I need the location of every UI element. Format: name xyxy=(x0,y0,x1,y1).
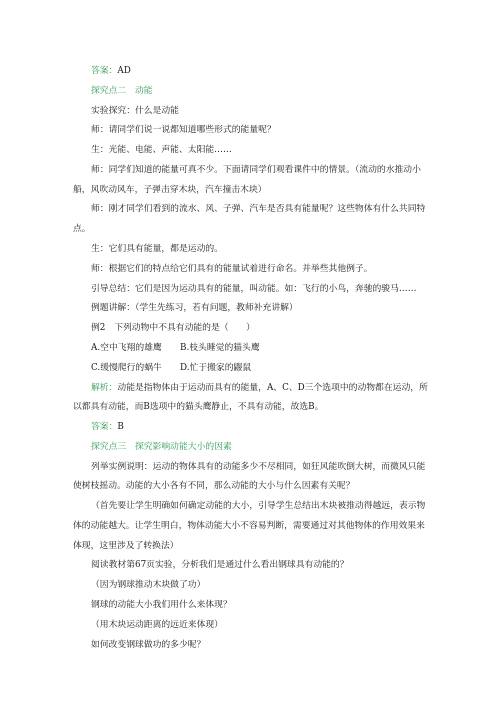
paragraph: 师：根据它们的特点给它们具有的能量试着进行命名。并举些其他例子。 xyxy=(91,264,373,274)
option-a: A.空中飞翔的雄鹰 xyxy=(91,343,162,353)
answer-label: 答案： xyxy=(91,66,118,76)
paragraph: 生：光能、电能、声能、太阳能…… xyxy=(91,145,232,155)
paragraph: （首先要让学生明确如何确定动能的大小，引导学生总结出木块被推动得越远，表示物 xyxy=(91,501,426,511)
paragraph: 师：同学们知道的能量可真不少。下面请同学们观看课件中的情景。（流动的水推动小 xyxy=(91,165,421,175)
paragraph: 引导总结：它们是因为运动具有的能量，叫动能。如：飞行的小鸟，奔驰的骏马…… xyxy=(91,284,417,294)
analysis-line xyxy=(91,383,428,394)
analysis-text-cont: 以都具有动能，而B选项中的猫头鹰静止，不具有动能，故选B。 xyxy=(73,402,324,412)
paragraph: 使树枝摇动。动能的大小各有不同，那么动能的大小与什么因素有关呢？ xyxy=(73,481,355,491)
paragraph: 例题讲解：（学生先练习，若有问题，教师补充讲解） xyxy=(91,303,298,313)
section-heading-3: 探究点三 探究影响动能大小的因素 xyxy=(91,442,232,452)
paragraph: （因为钢球推动木块做了功） xyxy=(91,580,206,590)
analysis-text: 动能是指物体由于运动而具有的能量，A、C、D三个选项中的动物都在运动，所 xyxy=(117,383,428,393)
analysis-label: 解析： xyxy=(91,383,118,393)
section-heading-2: 探究点二 动能 xyxy=(91,86,153,96)
paragraph: 列举实例说明：运动的物体具有的动能多少不尽相同，如狂风能吹倒大树，而微风只能 xyxy=(91,462,426,472)
answer-value: AD xyxy=(117,66,131,76)
paragraph: 师：请同学们说一说都知道哪些形式的能量呢？ xyxy=(91,125,276,135)
option-d: D.忙于搬家的鼹鼠 xyxy=(180,363,252,373)
paragraph: 实验探究：什么是动能 xyxy=(91,106,179,116)
answer-line xyxy=(91,66,131,77)
paragraph: （用木块运动距离的远近来体现） xyxy=(91,620,223,630)
paragraph: 钢球的动能大小我们用什么来体现？ xyxy=(91,600,232,610)
paragraph: 体的动能越大。让学生明白，物体动能大小不容易判断，需要通过对其他物体的作用效果来 xyxy=(73,521,425,531)
example-question: 例2 下列动物中不具有动能的是（ ） xyxy=(91,323,255,333)
paragraph: 生：它们具有能量，都是运动的。 xyxy=(91,244,223,254)
paragraph: 体现，这里涉及了转换法） xyxy=(73,541,179,551)
answer-line-2 xyxy=(91,422,124,433)
paragraph: 点。 xyxy=(73,224,91,234)
paragraph: 船，风吹动风车，子弹击穿木块，汽车撞击木块） xyxy=(73,185,267,195)
answer-value-2: B xyxy=(117,422,124,432)
answer-label-2: 答案： xyxy=(91,422,118,432)
option-c: C.缓慢爬行的蜗牛 xyxy=(91,363,162,373)
option-b: B.枝头睡觉的猫头鹰 xyxy=(180,343,260,353)
paragraph: 如何改变钢球做功的多少呢？ xyxy=(91,640,206,650)
paragraph: 阅读教材第67页实验，分析我们是通过什么看出钢球具有动能的？ xyxy=(91,560,349,570)
paragraph: 师：刚才同学们看到的流水、风、子弹、汽车是否具有能量呢？这些物体有什么共同特 xyxy=(91,204,426,214)
